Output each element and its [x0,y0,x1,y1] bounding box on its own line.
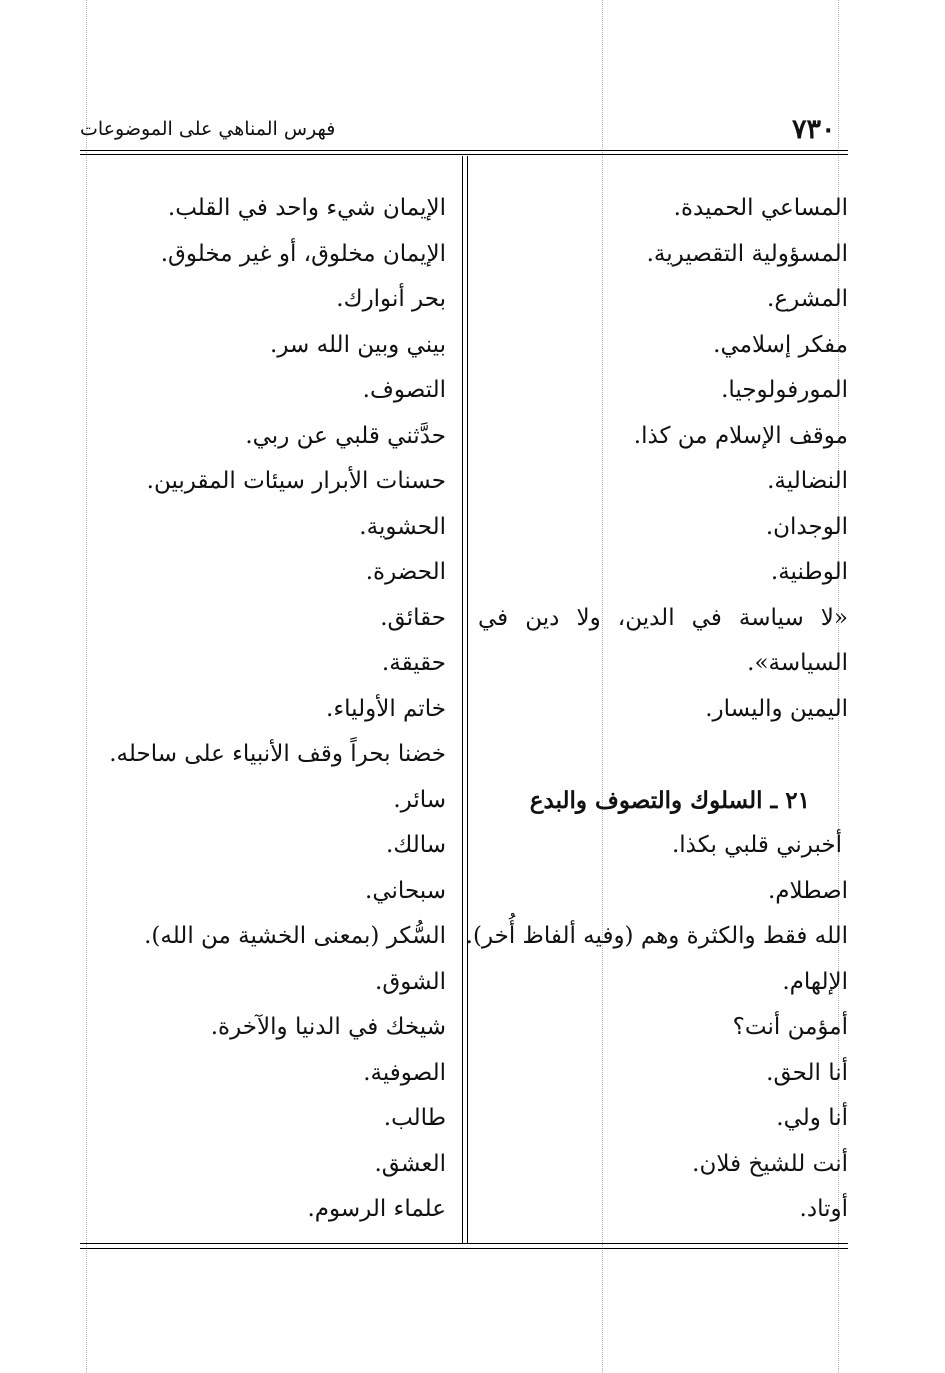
index-entry: اليمين واليسار. [705,695,848,722]
index-entry: العشق. [374,1150,446,1177]
index-entry: أوتاد. [799,1196,848,1222]
index-entry: حقائق. [380,604,446,631]
index-entry: المورفولوجيا. [721,377,848,403]
index-entry: الله فقط والكثرة وهم (وفيه ألفاظ أُخر). [465,923,848,949]
index-entry: سالك. [386,832,446,858]
column-divider [467,156,468,1244]
index-entry: الإلهام. [782,968,848,995]
footer-rule-top [80,1243,848,1244]
index-entry: حقيقة. [381,650,446,676]
index-entry: حسنات الأبرار سيئات المقربين. [146,468,446,494]
index-entry: الحضرة. [365,559,446,585]
index-entry: المشرع. [767,286,848,312]
footer-rule-bottom [80,1248,848,1249]
header-rule-bottom [80,154,848,155]
header-rule-top [80,150,848,151]
index-entry: موقف الإسلام من كذا. [633,422,848,449]
index-entry: أنت للشيخ فلان. [692,1150,848,1177]
section-heading: ٢١ ـ السلوك والتصوف والبدع [529,786,810,814]
index-entry: طالب. [383,1105,446,1131]
index-entry: الوطنية. [770,559,848,585]
left-column [80,186,446,1233]
index-entry: بيني وبين الله سر. [270,331,446,358]
right-column [465,186,848,1233]
index-entry: النضالية. [767,468,848,494]
index-entry: اصطلام. [767,877,848,904]
index-entry: أنا ولي. [776,1105,848,1131]
index-entry: المسؤولية التقصيرية. [646,240,848,267]
index-entry: الحشوية. [359,513,446,540]
index-entry: شيخك في الدنيا والآخرة. [210,1014,446,1040]
index-entry: خضنا بحراً وقف الأنبياء على ساحله. [109,741,446,767]
index-entry: علماء الرسوم. [307,1196,446,1222]
index-entry: مفكر إسلامي. [713,331,848,358]
index-entry: أخبرني قلبي بكذا. [671,832,842,858]
index-entry: سبحاني. [365,877,446,904]
column-divider [462,156,463,1244]
quote-entry-line-2: السياسة». [747,650,848,676]
index-entry: المساعي الحميدة. [673,195,848,221]
index-entry: الشوق. [375,968,446,995]
index-entry: حدَّثني قلبي عن ربي. [245,422,446,449]
index-entry: أنا الحق. [766,1059,848,1086]
quote-entry-line-1: «لا سياسة في الدين، ولا دين في [478,604,848,631]
running-title: فهرس المناهي على الموضوعات [80,118,336,140]
index-entry: الإيمان شيء واحد في القلب. [167,195,446,221]
index-entry: بحر أنوارك. [336,286,446,312]
index-entry: السُّكر (بمعنى الخشية من الله). [144,923,446,949]
index-entry: سائر. [393,786,446,813]
index-entry: الوجدان. [765,513,848,540]
index-entry: خاتم الأولياء. [326,695,446,722]
index-entry: الإيمان مخلوق، أو غير مخلوق. [160,240,446,267]
index-entry: التصوف. [362,377,446,403]
index-entry: أمؤمن أنت؟ [732,1014,848,1040]
page-number: ٧٣٠ [792,114,836,145]
section-gap [478,732,848,778]
index-entry: الصوفية. [363,1059,446,1086]
